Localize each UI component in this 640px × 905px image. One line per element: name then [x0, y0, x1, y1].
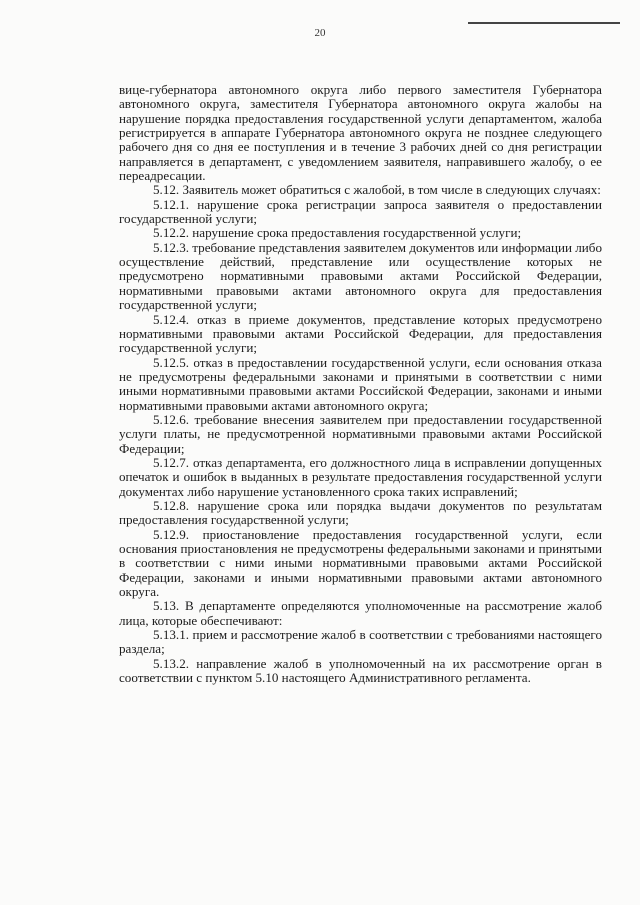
page-number: 20: [314, 27, 326, 39]
paragraph-5-12-6: 5.12.6. требование внесения заявителем при предоставлении государственной услуги платы, не предусмотренной нормативными правовыми актами Российской Федерации;: [119, 411, 602, 456]
paragraph-5-12-2: 5.12.2. нарушение срока предоставления государственной услуги;: [153, 225, 522, 241]
paragraph-5-12-4: 5.12.4. отказ в приеме документов, представление которых предусмотрено нормативными правовыми актами Российской Федерации, для предоставления государственной услуги;: [119, 311, 602, 356]
header-rule: [468, 22, 620, 24]
paragraph-continuation: вице-губернатора автономного округа либо первого заместителя Губернатора автономного округа, заместителя Губернатора автономного округа жалобы на нарушение порядка предоставления государственной услуги департаментом, жалоба регистрируется в аппарате Губернатора автономного округа не позднее следующего рабочего дня со дня ее поступления и в течение 3 рабочих дней со дня регистрации направляется в департамент, с уведомлением заявителя, направившего жалобу, о ее переадресации.: [119, 82, 602, 184]
paragraph-5-12-7: 5.12.7. отказ департамента, его должностного лица в исправлении допущенных опечаток и ошибок в выданных в результате предоставления государственной услуги документах либо нарушение установленного срока таких исправлений;: [119, 454, 602, 499]
paragraph-5-13-2: 5.13.2. направление жалоб в уполномоченный на их рассмотрение орган в соответствии с пунктом 5.10 настоящего Административного регламента.: [119, 655, 602, 686]
document-body: [119, 83, 602, 685]
paragraph-5-12-1: 5.12.1. нарушение срока регистрации запроса заявителя о предоставлении государственной услуги;: [119, 196, 602, 227]
paragraph-5-12-9: 5.12.9. приостановление предоставления государственной услуги, если основания приостановления не предусмотрены федеральными законами и принятыми в соответствии с ними иными нормативными правовыми актами Российской Федерации, законами и иными нормативными правовыми актами автономного округа.: [119, 526, 602, 600]
paragraph-5-12-8: 5.12.8. нарушение срока или порядка выдачи документов по результатам предоставления государственной услуги;: [119, 497, 602, 528]
paragraph-5-13: 5.13. В департаменте определяются уполномоченные на рассмотрение жалоб лица, которые обеспечивают:: [119, 598, 602, 628]
paragraph-5-12-3: 5.12.3. требование представления заявителем документов или информации либо осуществление действий, представление или осуществление которых не предусмотрено нормативными правовыми актами Российской Федерации, нормативными правовыми актами автономного округа для предоставления государственной услуги;: [119, 239, 602, 313]
paragraph-5-13-1: 5.13.1. прием и рассмотрение жалоб в соответствии с требованиями настоящего раздела;: [119, 627, 602, 657]
paragraph-5-12: 5.12. Заявитель может обратиться с жалобой, в том числе в следующих случаях:: [153, 182, 601, 198]
paragraph-5-12-5: 5.12.5. отказ в предоставлении государственной услуги, если основания отказа не предусмотрены федеральными законами и принятыми в соответствии с ними иными нормативными правовыми актами Российской Федерации, законами и иными нормативными правовыми актами автономного округа;: [119, 354, 602, 413]
